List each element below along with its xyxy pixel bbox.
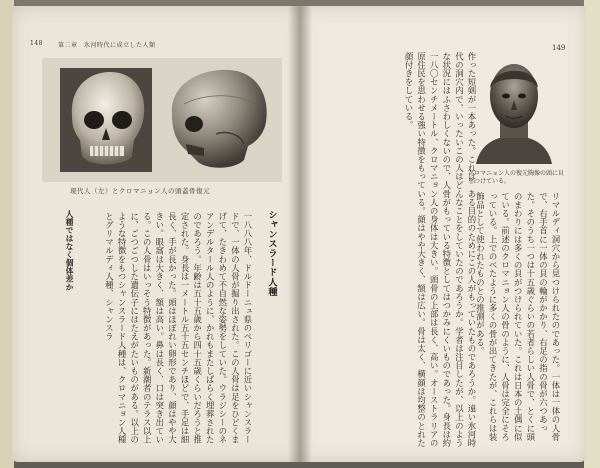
skull-photo-caption: 現代人（左）とクロマニョン人の頭蓋骨復元 — [70, 187, 210, 195]
left-running-head: 第二章 氷河時代に成立した人類 — [58, 42, 156, 49]
section-heading: シャンスラード人種 — [266, 210, 277, 297]
modern-skull-image — [60, 68, 152, 172]
right-body-text-lower: リマルディ洞穴から見つけられたのであった。一体は一体の人骨で、右手首に一体の貝の輪がかかり、右足の指の骨が六つあった。そのうち一つは十五歳ぐらいの若者らしい人骨で、とくに頭のまわりには多くの貝がつけられていた。これは日本の土偶に似ている。前述のクロマニョン人の骨のように、人骨は完全にそろっている。上でのべたように多くの骨が出てきたが、これらは装飾品として使われたものとの推測がある。 — [475, 192, 561, 442]
bust-photo-caption: クロマニョン人の復元胸像の頭に貝をつけている。 — [468, 170, 565, 185]
skull-photo — [42, 58, 282, 182]
bust-photo — [466, 52, 562, 168]
left-body-text: 一八八八年、ドルドーニュ県のペリゴーに近いシャンスラードで、一体の人骨が掘り出された。この人骨は足をひどくまげて、たきわめて不自然な姿勢をしていた。ウラジシーのネアンデルタール人のように、かれもまたしばらく埋葬されたのであろう。年齢は五十五歳から四十五歳くらいだろうと推定された。身長は一メートル五十五センチほどで、手足は細長く、手が長かった。頭はほぼれい卵形であり、顔はやや大きい。眼窩は大きく、額は高い。鼻は長く、口は突き出ている。この人骨はいっそう特徴があった。新潮者のテラス以上に、ごつごつした遺伝子にはたえがたいものがある。以上のような特徴をもつシャンスラード人種は、クロマニョン人種とグリマルディ人種、シャンスラ — [104, 212, 253, 444]
cromagnon-skull-image — [164, 64, 274, 176]
left-page-number: 148 — [30, 40, 43, 47]
left-page — [12, 6, 304, 462]
margin-note: 人種ではなく個体差か — [65, 210, 74, 291]
book-gutter — [288, 6, 312, 462]
right-page — [300, 6, 586, 462]
right-body-text-main: 作った短剣が一本あった。これは、ある目的のためにこの人がもっていたものであろうか。遠い氷河時代の洞穴内で、いったいこの人はどんなことをしていたのであろうか。学者は注目したが、以上のような状況にはふさわしくないので、人骨がもっている特徴としてはつかみにくいものであった。身長は約一八〇センチメートル、クロマニョン人の身体は大きい。頭骨の上部は長く、高い。オーストラリアの原住民を思わせる強い特徴をもっている。顔はやや大きく、額は広い。骨は太く、横顔は均整のとれた顔付きをしている。 — [404, 52, 477, 448]
book-cover-right — [584, 0, 600, 468]
right-page-number: 149 — [552, 44, 566, 52]
cromagnon-bust-image — [466, 52, 562, 168]
